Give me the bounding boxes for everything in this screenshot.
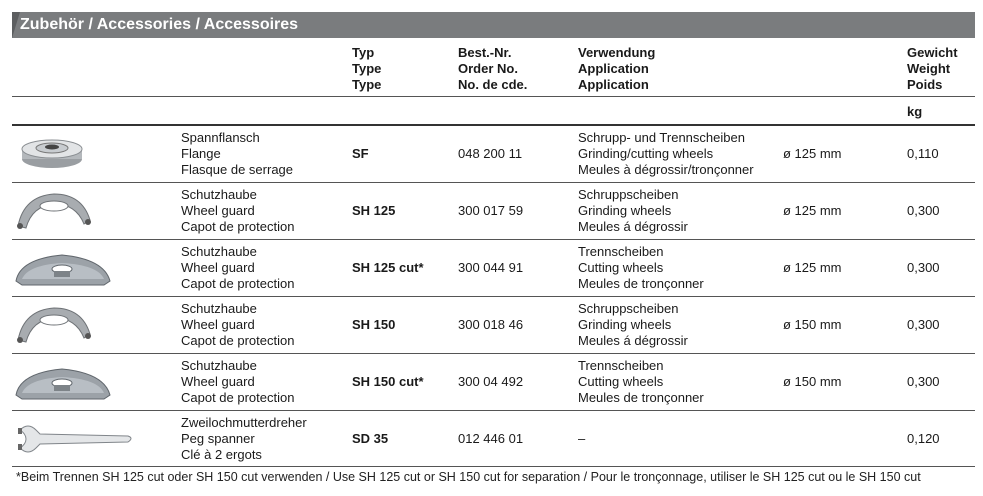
application [578,358,704,406]
table-row [12,239,975,296]
product-name-fr: Clé à 2 ergots [181,447,262,462]
header-order-de: Best.-Nr. [458,45,512,60]
section-title: Zubehör / Accessories / Accessoires [12,12,975,38]
product-type: SH 125 [352,203,396,218]
product-name-en: Flange [181,146,221,161]
header-order-en: Order No. [458,61,518,76]
weight-value: 0,300 [907,260,940,275]
header-type [352,45,381,93]
product-name [181,187,294,235]
table-row [12,182,975,239]
application [578,431,585,447]
application-de: – [578,431,586,446]
product-name-de: Spannflansch [181,130,260,145]
application-en: Grinding wheels [578,203,672,218]
weight-unit: kg [907,104,923,119]
table-bottom-rule [12,466,975,467]
application-de: Schruppscheiben [578,187,679,202]
header-weight-fr: Poids [907,77,943,92]
weight-value: 0,110 [907,146,939,161]
order-number: 300 04 492 [458,374,524,389]
order-number: 048 200 11 [458,146,523,161]
application [578,301,688,349]
product-name [181,415,307,463]
diameter: ø 125 mm [783,260,842,275]
header-type-en: Type [352,61,382,76]
header-type-fr: Type [352,77,382,92]
application-fr: Meules á dégrossir [578,333,688,348]
product-name-de: Schutzhaube [181,358,257,373]
application-de: Schruppscheiben [578,301,679,316]
weight-value: 0,300 [907,203,940,218]
order-number: 300 017 59 [458,203,524,218]
product-name-fr: Capot de protection [181,276,295,291]
wheel-guard-icon [14,186,114,234]
application-fr: Meules de tronçonner [578,390,704,405]
product-name-en: Wheel guard [181,260,255,275]
header-type-de: Typ [352,45,375,60]
table-row [12,410,975,467]
order-number: 300 044 91 [458,260,524,275]
order-number: 300 018 46 [458,317,524,332]
table-row [12,125,975,182]
product-name [181,358,294,406]
application-fr: Meules á dégrossir [578,219,688,234]
application-fr: Meules à dégrossir/tronçonner [578,162,754,177]
footnote: *Beim Trennen SH 125 cut oder SH 150 cut verwenden / Use SH 125 cut or SH 150 cut for separation / Pour le tronçonnage, utiliser le SH 125 cut ou le SH 150 cut [16,470,921,484]
weight-value: 0,300 [907,374,940,389]
cutting-guard-icon [14,357,114,405]
header-weight-en: Weight [907,61,951,76]
table-row [12,296,975,353]
weight-value: 0,120 [907,431,940,446]
product-name-en: Wheel guard [181,374,255,389]
application [578,187,688,235]
product-type: SD 35 [352,431,389,446]
application-en: Cutting wheels [578,374,664,389]
header-use-fr: Application [578,77,649,92]
product-name-de: Zweilochmutterdreher [181,415,307,430]
product-name [181,130,293,178]
product-name-fr: Capot de protection [181,390,295,405]
cutting-guard-icon [14,243,114,291]
application-en: Grinding/cutting wheels [578,146,714,161]
diameter: ø 125 mm [783,146,842,161]
product-type: SH 150 cut* [352,374,424,389]
product-name-en: Peg spanner [181,431,255,446]
product-name-de: Schutzhaube [181,187,257,202]
product-name-de: Schutzhaube [181,244,257,259]
product-name-en: Wheel guard [181,203,255,218]
header-order [458,45,527,93]
header-order-fr: No. de cde. [458,77,528,92]
application-de: Schrupp- und Trennscheiben [578,130,745,145]
product-type: SH 150 [352,317,396,332]
application [578,244,704,292]
header-use-de: Verwendung [578,45,656,60]
product-name-en: Wheel guard [181,317,255,332]
product-name-fr: Flasque de serrage [181,162,294,177]
header-weight-de: Gewicht [907,45,958,60]
product-type: SH 125 cut* [352,260,424,275]
peg-spanner-icon [14,414,114,462]
flange-icon [14,129,114,177]
application-de: Trennscheiben [578,358,664,373]
product-name-fr: Capot de protection [181,333,295,348]
diameter: ø 125 mm [783,203,842,218]
diameter: ø 150 mm [783,374,842,389]
product-name [181,301,294,349]
application-fr: Meules de tronçonner [578,276,704,291]
header-use [578,45,655,93]
application-en: Grinding wheels [578,317,672,332]
product-name [181,244,294,292]
product-name-fr: Capot de protection [181,219,295,234]
header-divider [12,96,975,97]
header-weight [907,45,958,93]
wheel-guard-icon [14,300,114,348]
application-en: Cutting wheels [578,260,664,275]
application-de: Trennscheiben [578,244,664,259]
product-name-de: Schutzhaube [181,301,257,316]
application [578,130,754,178]
weight-value: 0,300 [907,317,940,332]
header-use-en: Application [578,61,649,76]
diameter: ø 150 mm [783,317,842,332]
product-type: SF [352,146,369,161]
table-row [12,353,975,410]
order-number: 012 446 01 [458,431,524,446]
